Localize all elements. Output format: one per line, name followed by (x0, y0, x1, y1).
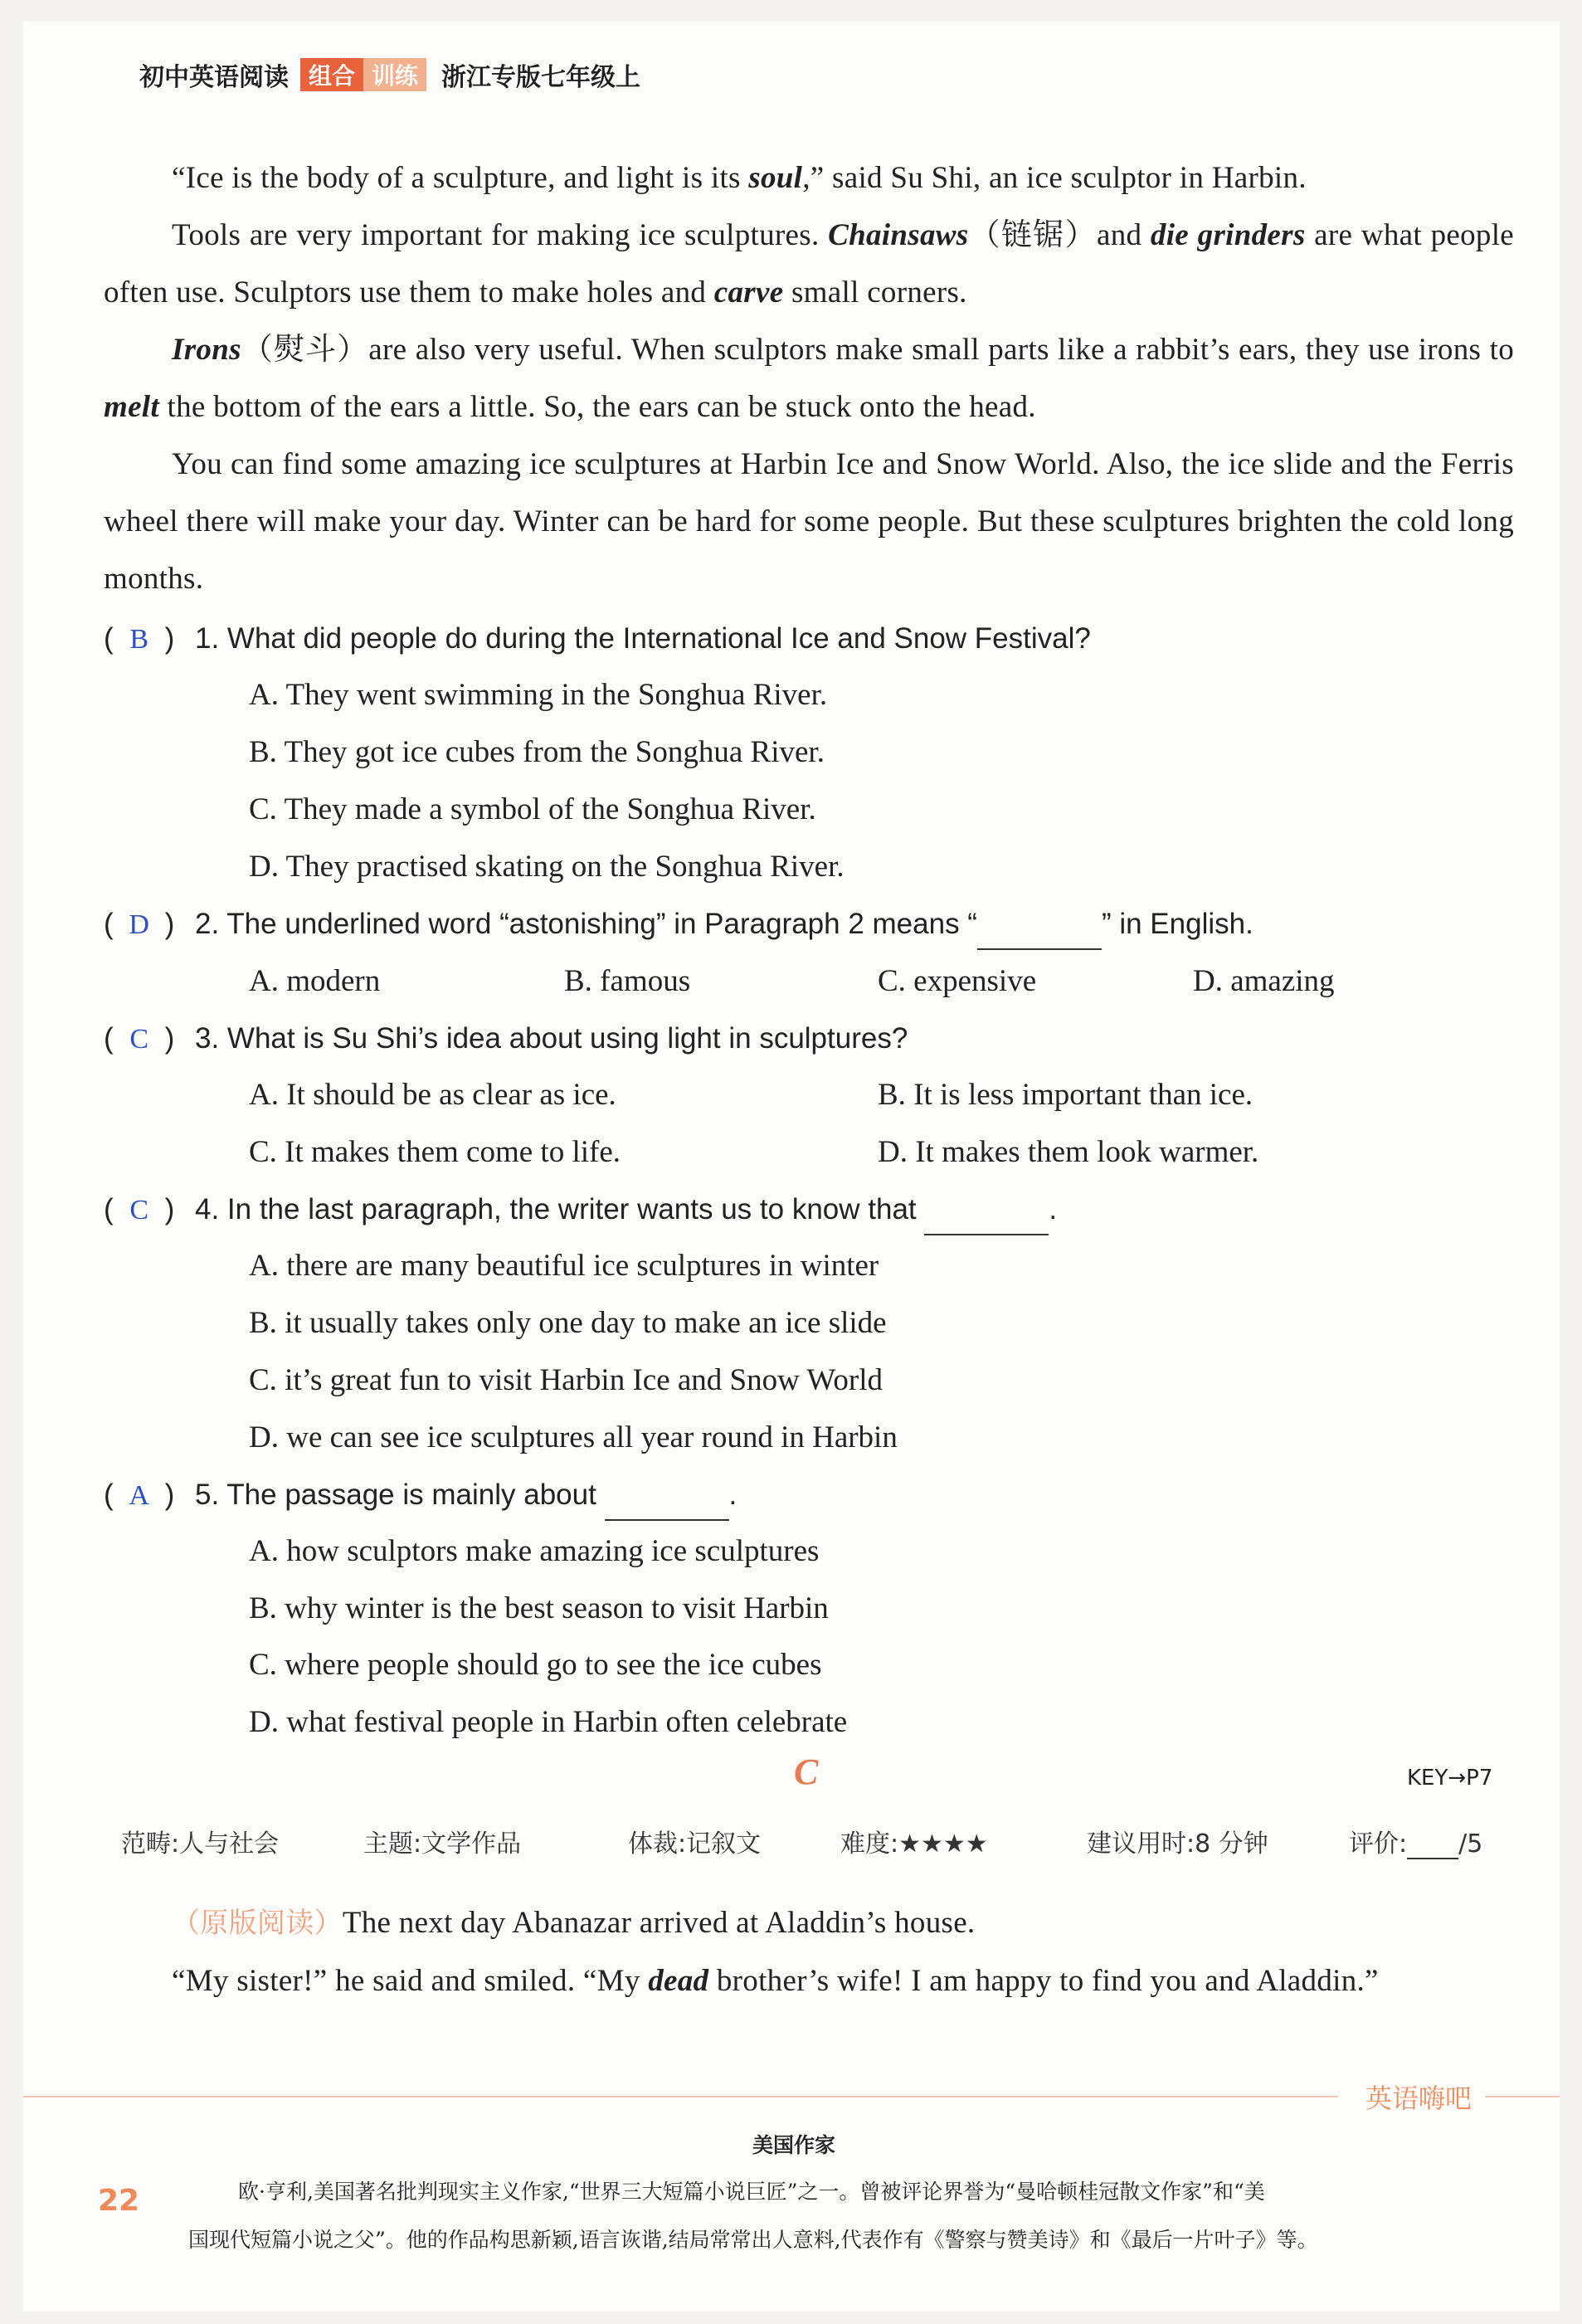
paragraph: Irons（熨斗）are also very useful. When sculptors make small parts like a rabbit’s ears, they use irons to melt the bottom of the ears a little. So, the ears can be stuck onto the head. (104, 333, 1514, 424)
page-header (139, 53, 640, 96)
brand-label: 英语嗨吧 (1365, 2083, 1472, 2114)
option: D. They practised skating on the Songhua River. (249, 850, 845, 884)
meta-theme: 主题:文学作品 (363, 1829, 522, 1859)
option: A. there are many beautiful ice sculptures in winter (249, 1249, 879, 1283)
question-4: ( C ) 4. In the last paragraph, the writer wants us to know that . (104, 1185, 1057, 1235)
paragraph: “My sister!” he said and smiled. “My dead brother’s wife! I am happy to find you and Aladdin.” (172, 1964, 1379, 1998)
question-text: 1. What did people do during the International Ice and Snow Festival? (195, 622, 1091, 655)
difficulty-stars: ★★★★ (898, 1829, 988, 1859)
meta-rating: 评价: /5 (1349, 1829, 1483, 1859)
option: C. expensive (878, 964, 1037, 998)
option: B. It is less important than ice. (878, 1078, 1253, 1112)
option: A. It should be as clear as ice. (249, 1078, 616, 1112)
answer-4: C (129, 1195, 148, 1225)
meta-genre: 体裁:记叙文 (628, 1829, 762, 1859)
option: C. it’s great fun to visit Harbin Ice and Snow World (249, 1363, 883, 1397)
paragraph: （原版阅读）The next day Abanazar arrived at Aladdin’s house. (172, 1906, 976, 1940)
option: B. They got ice cubes from the Songhua River. (249, 735, 825, 769)
meta-difficulty: 难度:★★★★ (840, 1829, 988, 1859)
paragraph: You can find some amazing ice sculptures at Harbin Ice and Snow World. Also, the ice slide and the Ferris wheel there will make your day. Winter can be hard for some people. But these sculptures brighten the cold long months. (104, 447, 1514, 596)
rating-blank (1407, 1833, 1458, 1859)
note-title: 美国作家 (752, 2133, 836, 2157)
badge-part-1: 组合 (300, 58, 363, 91)
option: B. it usually takes only one day to make an ice slide (249, 1306, 887, 1340)
question-1: ( B ) 1. What did people do during the International Ice and Snow Festival? (104, 614, 1091, 665)
meta-scope: 范畴:人与社会 (121, 1829, 280, 1859)
footer-divider (1485, 2096, 1560, 2097)
book-title: 初中英语阅读 (139, 63, 289, 92)
footer-note: 欧·亨利,美国著名批判现实主义作家,“世界三大短篇小说巨匠”之一。曾被评论界誉为“曼哈顿桂冠散文作家”和“美 国现代短篇小说之父”。他的作品构思新颖,语言诙谐,结局常常出人意料,代表作有《警察与赞美诗》和《最后一片叶子》等。 (188, 2180, 1318, 2252)
answer-key-reference: KEY→P7 (1407, 1766, 1493, 1791)
blank (924, 1202, 1049, 1235)
option: A. how sculptors make amazing ice sculptures (249, 1534, 820, 1568)
original-reading-tag: （原版阅读） (172, 1907, 343, 1940)
question-text: 3. What is Su Shi’s idea about using light in sculptures? (195, 1022, 908, 1055)
option: C. where people should go to see the ice cubes (249, 1648, 822, 1682)
question-5: ( A ) 5. The passage is mainly about . (104, 1470, 737, 1521)
option: D. what festival people in Harbin often celebrate (249, 1705, 848, 1739)
answer-1: B (129, 624, 148, 655)
question-2: ( D ) 2. The underlined word “astonishing” in Paragraph 2 means “ ” in English. (104, 899, 1253, 950)
paragraph: Tools are very important for making ice sculptures. Chainsaws（链锯）and die grinders are what people often use. Sculptors use them to make holes and carve small corners. (104, 218, 1514, 309)
option: D. amazing (1193, 964, 1335, 998)
option: B. famous (564, 964, 691, 998)
answer-2: D (129, 909, 149, 940)
blank (977, 917, 1102, 950)
option: C. They made a symbol of the Songhua River. (249, 792, 816, 826)
question-3: ( C ) 3. What is Su Shi’s idea about using light in sculptures? (104, 1014, 908, 1065)
footer-divider (23, 2096, 1338, 2097)
option: D. It makes them look warmer. (878, 1135, 1259, 1169)
meta-time: 建议用时:8 分钟 (1087, 1829, 1268, 1859)
paragraph: “Ice is the body of a sculpture, and light is its soul,” said Su Shi, an ice sculptor in Harbin. (172, 161, 1307, 195)
passage-c-body (104, 1894, 1514, 2010)
passage-body (104, 149, 1514, 607)
option: A. modern (249, 964, 381, 998)
edition-title: 浙江专版七年级上 (441, 63, 641, 92)
answer-5: A (129, 1480, 149, 1511)
blank (605, 1488, 729, 1521)
answer-3: C (129, 1024, 148, 1055)
option: A. They went swimming in the Songhua River. (249, 678, 828, 712)
series-badge (300, 58, 426, 91)
section-letter: C (794, 1752, 819, 1792)
option: D. we can see ice sculptures all year round in Harbin (249, 1420, 898, 1454)
option: B. why winter is the best season to visit Harbin (249, 1591, 829, 1625)
badge-part-2: 训练 (363, 58, 426, 91)
option: C. It makes them come to life. (249, 1135, 621, 1169)
page-number: 22 (98, 2184, 140, 2218)
